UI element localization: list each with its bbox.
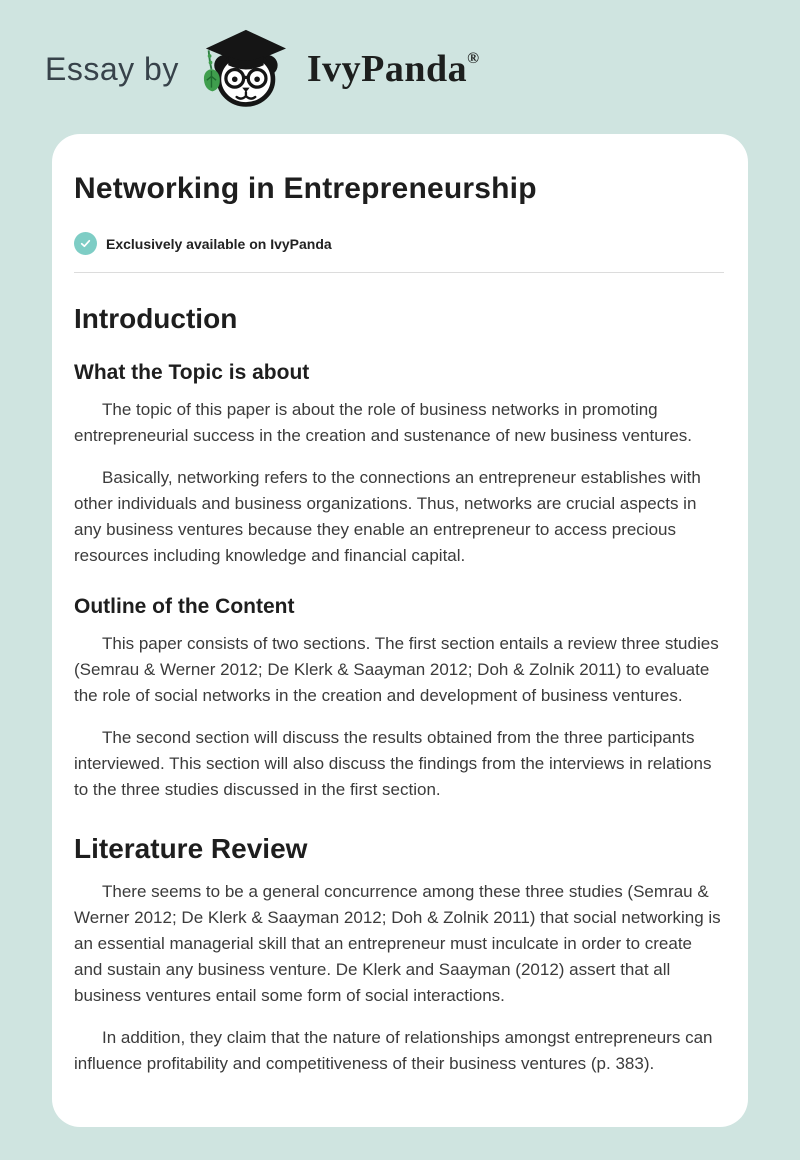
paragraph-literature-1: There seems to be a general concurrence among these three studies (Semrau & Werner 2012; De Klerk & Saayman 2012; Doh & Zolnik 2011) that social networking is an essential managerial skill that an entrepreneur must inculcate in order to create and sustain any business venture. De Klerk and Saayman (2012) assert that all business ventures entail some form of social interactions. (74, 882, 721, 1005)
exclusive-badge (74, 232, 724, 255)
section-heading-introduction: Introduction (74, 303, 238, 334)
paragraph-outline-2: The second section will discuss the results obtained from the three participants interviewed. This section will also discuss the findings from the interviews in relations to the three studies discussed in the first section. (74, 728, 712, 799)
essay-body (74, 303, 724, 1077)
essay-by-label: Essay by (45, 50, 179, 87)
brand-name: IvyPanda (306, 48, 468, 90)
ivypanda-panda-logo-icon (193, 28, 297, 110)
paragraph-outline-1: This paper consists of two sections. The first section entails a review three studies (Semrau & Werner 2012; De Klerk & Saayman 2012; Doh & Zolnik 2011) to evaluate the role of social networks in the creation and development of business ventures. (74, 634, 719, 705)
exclusive-badge-label: Exclusively available on IvyPanda (106, 235, 332, 252)
brand-wordmark (307, 47, 480, 91)
section-heading-literature-review: Literature Review (74, 833, 308, 864)
subsection-heading-topic: What the Topic is about (74, 361, 310, 384)
check-icon (74, 232, 97, 255)
registered-mark: ® (467, 50, 480, 67)
paragraph-topic-2: Basically, networking refers to the connections an entrepreneur establishes with other individuals and business organizations. Thus, networks are crucial aspects in any business ventures because they enable an entrepreneur to access precious resources including knowledge and financial capital. (74, 468, 701, 565)
paragraph-topic-1: The topic of this paper is about the role of business networks in promoting entrepreneurial success in the creation and sustenance of new business ventures. (74, 400, 693, 445)
page-title: Networking in Entrepreneurship (74, 172, 537, 205)
subsection-heading-outline: Outline of the Content (74, 595, 295, 618)
essay-card (52, 134, 748, 1127)
site-header (0, 0, 800, 134)
paragraph-literature-2: In addition, they claim that the nature of relationships amongst entrepreneurs can influence profitability and competitiveness of their business ventures (p. 383). (74, 1028, 713, 1073)
divider (74, 272, 724, 273)
